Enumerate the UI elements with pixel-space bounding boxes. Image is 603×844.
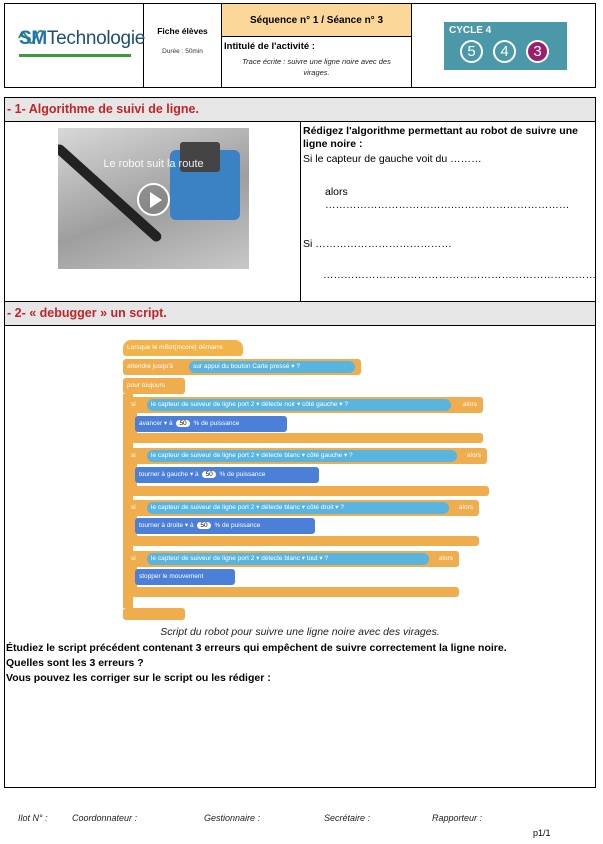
if-label-3: si [131, 504, 136, 511]
coordinator-label: Coordonnateur : [72, 813, 138, 823]
section-algorithm [4, 97, 596, 302]
video-caption: Le robot suit la route [103, 158, 204, 170]
algorithm-cell [301, 122, 595, 301]
action-label-1: avancer ▾ à [139, 420, 173, 427]
cycle-label: CYCLE 4 [449, 25, 492, 36]
speed-value-2[interactable]: 50 [202, 471, 215, 478]
forever-end [123, 608, 185, 620]
activity-label: Intitulé de l'activité : [224, 41, 315, 52]
cycle-level-4: 4 [493, 40, 516, 63]
algorithm-line-3[interactable]: Si ………………………………… [303, 238, 452, 250]
condition-3[interactable]: le capteur de suiveur de ligne port 2 ▾ détecte blanc ▾ côté droit ▾ ? [147, 502, 449, 514]
cycle-level-3-active: 3 [526, 40, 549, 63]
header-table [4, 3, 596, 88]
activity-cell [222, 37, 412, 87]
action-label-3: tourner à droite ▾ à [139, 522, 194, 529]
condition-2[interactable]: le capteur de suiveur de ligne port 2 ▾ détecte blanc ▾ côté gauche ▾ ? [147, 450, 457, 462]
action-label-2: tourner à gauche ▾ à [139, 471, 199, 478]
ilot-label: Ilot N° : [18, 813, 48, 823]
wait-condition[interactable]: sur appui du bouton Carte pressé ▾ ? [189, 361, 355, 373]
condition-4[interactable]: le capteur de suiveur de ligne port 2 ▾ détecte blanc ▾ tout ▾ ? [147, 553, 429, 565]
section1-title: - 1- Algorithme de suivi de ligne. [5, 98, 595, 122]
cycle-level-5: 5 [460, 40, 483, 63]
condition-1[interactable]: le capteur de suiveur de ligne port 2 ▾ détecte noir ▾ côté gauche ▾ ? [147, 399, 451, 411]
logo-cell [5, 4, 144, 87]
action-block-4[interactable]: stopper le mouvement [135, 569, 235, 585]
unit-label-1: % de puissance [193, 420, 240, 427]
unit-label-2: % de puissance [219, 471, 266, 478]
instruction-1: Étudiez le script précédent contenant 3 erreurs qui empêchent de suivre correctement la ligne noire. [6, 642, 507, 654]
forever-block[interactable]: pour toujours [123, 378, 185, 394]
video-thumbnail[interactable] [58, 128, 249, 269]
if-end-4 [127, 587, 459, 597]
cycle-badge [444, 22, 567, 70]
if-end-1 [127, 433, 483, 443]
action-block-1[interactable] [135, 416, 287, 432]
action-block-2[interactable] [135, 467, 319, 483]
video-cell [5, 122, 301, 301]
sequence-title: Séquence n° 1 / Séance n° 3 [222, 4, 412, 37]
fiche-cell [144, 4, 222, 87]
logo-prefix: SM [19, 28, 47, 49]
if-label-2: si [131, 452, 136, 459]
instruction-3: Vous pouvez les corriger sur le script ou les rédiger : [6, 672, 271, 684]
manager-label: Gestionnaire : [204, 813, 261, 823]
logo-underline [19, 54, 131, 57]
event-block[interactable]: Lorsque le mBot(mcore) démarre [123, 340, 243, 356]
algorithm-question: Rédigez l'algorithme permettant au robot de suivre une ligne noire : [303, 125, 578, 150]
play-icon[interactable] [137, 183, 170, 216]
algorithm-line-1[interactable]: Si le capteur de gauche voit du ……… [303, 153, 482, 165]
activity-text: Trace écrite : suivre une ligne noire avec des virages. [242, 57, 391, 77]
then-label-1: alors [462, 401, 477, 408]
fiche-title: Fiche élèves [157, 26, 208, 36]
if-label-4: si [131, 555, 136, 562]
secretary-label: Secrétaire : [324, 813, 371, 823]
if-label-1: si [131, 401, 136, 408]
section2-title: - 2- « debugger » un script. [5, 302, 595, 326]
logo-name: Technologie [46, 28, 146, 49]
algorithm-line-4[interactable]: …………………………………………………………………… [323, 269, 596, 281]
cycle-cell [412, 4, 595, 87]
logo [19, 28, 145, 50]
instructions [5, 641, 595, 686]
if-end-3 [127, 536, 479, 546]
section-debug [4, 301, 596, 788]
scratch-script [117, 340, 483, 622]
page-number: p1/1 [533, 828, 551, 838]
algorithm-line-2[interactable]: alors ……………………………….…………………………… [325, 186, 570, 211]
reporter-label: Rapporteur : [432, 813, 483, 823]
then-label-4: alors [438, 555, 453, 562]
speed-value-3[interactable]: 50 [197, 522, 210, 529]
then-label-2: alors [466, 452, 481, 459]
instruction-2: Quelles sont les 3 erreurs ? [6, 657, 144, 669]
wait-label: attendre jusqu'à [127, 363, 174, 370]
duration: Durée : 50min [162, 48, 203, 55]
script-caption: Script du robot pour suivre une ligne noire avec des virages. [160, 626, 440, 638]
action-block-3[interactable] [135, 518, 315, 534]
then-label-3: alors [458, 504, 473, 511]
if-end-2 [127, 486, 489, 496]
unit-label-3: % de puissance [214, 522, 261, 529]
speed-value-1[interactable]: 50 [176, 420, 189, 427]
